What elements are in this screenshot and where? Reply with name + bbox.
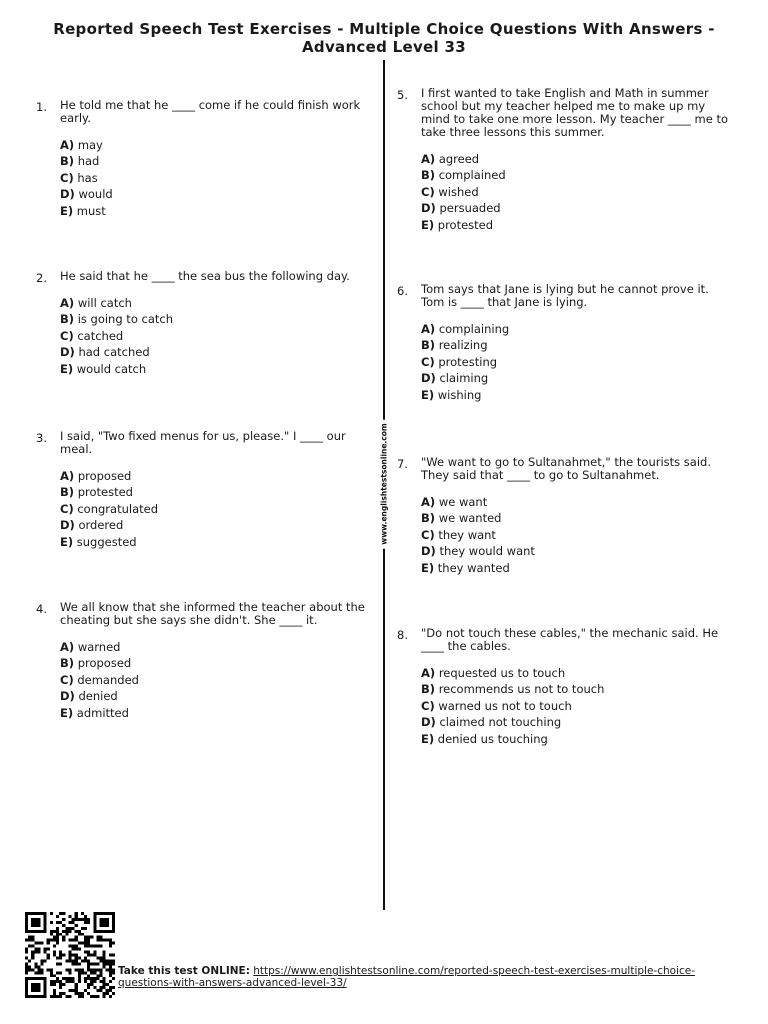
question-4	[36, 600, 372, 721]
option-letter: B)	[421, 168, 436, 183]
option-letter: E)	[60, 705, 74, 720]
option-text: protested	[77, 485, 133, 500]
option-letter: B)	[60, 656, 75, 671]
option-letter: C)	[421, 354, 435, 369]
option-letter: B)	[421, 511, 436, 526]
question-stem: I first wanted to take English and Math in summer school but my teacher helped me to make up my mind to take one more lesson. My teacher ____ me to take three lessons this summer.	[421, 86, 728, 139]
option-text: congratulated	[77, 501, 159, 516]
question-7	[397, 455, 733, 576]
option-text: recommends us not to touch	[438, 682, 605, 697]
answer-option	[60, 203, 372, 219]
option-text: has	[77, 170, 98, 185]
answer-option	[60, 672, 372, 688]
option-text: they want	[438, 527, 496, 542]
answer-option	[421, 543, 733, 559]
answer-option	[421, 714, 733, 730]
option-text: they wanted	[437, 560, 510, 575]
option-text: had catched	[78, 345, 150, 360]
answer-option	[421, 387, 733, 403]
option-letter: D)	[421, 371, 436, 386]
option-text: suggested	[76, 534, 137, 549]
answer-option	[60, 311, 372, 327]
qr-code-icon	[25, 912, 115, 998]
option-letter: B)	[421, 682, 436, 697]
answer-option	[421, 217, 733, 233]
question-6	[397, 282, 733, 403]
footer-text	[118, 965, 718, 989]
option-text: admitted	[76, 705, 129, 720]
option-letter: A)	[421, 666, 436, 680]
title-line-1: Reported Speech Test Exercises - Multiple Choice Questions With Answers -	[53, 20, 715, 38]
answer-option	[421, 665, 733, 681]
option-text: wishing	[437, 387, 482, 402]
option-text: may	[77, 138, 103, 152]
answer-option	[421, 151, 733, 167]
option-letter: C)	[60, 672, 74, 687]
answer-option	[60, 344, 372, 360]
answer-option	[60, 484, 372, 500]
answer-option	[60, 295, 372, 311]
question-stem: We all know that she informed the teacher about the cheating but she says she didn't. She ____ it.	[60, 600, 365, 627]
option-text: agreed	[438, 152, 480, 166]
option-letter: A)	[60, 138, 75, 152]
option-letter: A)	[60, 469, 75, 483]
option-letter: E)	[421, 560, 435, 575]
option-letter: C)	[421, 698, 435, 713]
answer-option	[421, 370, 733, 386]
answer-option	[421, 337, 733, 353]
option-letter: C)	[60, 501, 74, 516]
answer-option	[421, 527, 733, 543]
option-letter: E)	[60, 534, 74, 549]
option-text: complaining	[438, 322, 510, 336]
answer-option	[60, 137, 372, 153]
option-text: wished	[438, 184, 479, 199]
option-text: catched	[77, 328, 124, 343]
option-text: requested us to touch	[438, 666, 566, 680]
question-3	[36, 429, 372, 550]
answer-option	[421, 184, 733, 200]
question-stem: I said, "Two fixed menus for us, please." I ____ our meal.	[60, 429, 346, 456]
question-number: 2.	[36, 271, 47, 285]
option-letter: D)	[421, 544, 436, 559]
answer-option	[60, 468, 372, 484]
question-number: 5.	[397, 88, 408, 102]
question-stem: "Do not touch these cables," the mechanic said. He ____ the cables.	[421, 626, 719, 653]
question-5	[397, 86, 733, 233]
option-letter: C)	[421, 184, 435, 199]
option-text: must	[76, 203, 106, 218]
question-stem: "We want to go to Sultanahmet," the tourists said. They said that ____ to go to Sultanahmet.	[421, 455, 711, 482]
question-stem: He told me that he ____ come if he could finish work early.	[60, 98, 361, 125]
option-text: proposed	[77, 469, 132, 483]
title-line-2: Advanced Level 33	[302, 38, 466, 56]
option-letter: A)	[421, 495, 436, 509]
option-text: protesting	[438, 354, 498, 369]
option-letter: A)	[421, 152, 436, 166]
answer-option	[60, 153, 372, 169]
option-text: claiming	[439, 371, 489, 386]
option-text: warned	[77, 640, 121, 654]
question-stem: He said that he ____ the sea bus the following day.	[60, 269, 350, 283]
answer-option	[421, 681, 733, 697]
question-stem: Tom says that Jane is lying but he cannot prove it. Tom is ____ that Jane is lying.	[421, 282, 709, 309]
option-text: persuaded	[439, 201, 501, 216]
option-text: we wanted	[438, 511, 502, 526]
answer-option	[60, 328, 372, 344]
option-text: had	[77, 154, 100, 169]
option-text: demanded	[77, 672, 139, 687]
option-text: warned us not to touch	[438, 698, 572, 713]
answer-option	[60, 361, 372, 377]
option-letter: C)	[60, 170, 74, 185]
answer-option	[421, 494, 733, 510]
answer-option	[421, 354, 733, 370]
answer-option	[60, 170, 372, 186]
question-number: 1.	[36, 100, 47, 114]
side-website-label: www.englishtestsonline.com	[380, 419, 389, 548]
option-letter: D)	[60, 518, 75, 533]
footer-label: Take this test ONLINE:	[118, 965, 250, 977]
answer-option	[421, 167, 733, 183]
question-number: 3.	[36, 431, 47, 445]
option-text: would catch	[76, 361, 147, 376]
option-letter: D)	[60, 689, 75, 704]
answer-option	[421, 698, 733, 714]
answer-option	[60, 534, 372, 550]
answer-option	[60, 688, 372, 704]
option-text: would	[78, 187, 113, 202]
option-letter: B)	[60, 485, 75, 500]
option-letter: E)	[60, 361, 74, 376]
option-letter: D)	[60, 187, 75, 202]
answer-option	[421, 510, 733, 526]
option-text: claimed not touching	[439, 715, 562, 730]
option-letter: B)	[60, 312, 75, 327]
option-text: we want	[438, 495, 488, 509]
option-text: complained	[438, 168, 506, 183]
answer-option	[60, 655, 372, 671]
answer-option	[421, 731, 733, 747]
option-text: denied	[78, 689, 118, 704]
answer-option	[60, 705, 372, 721]
option-letter: D)	[421, 715, 436, 730]
option-text: ordered	[78, 518, 124, 533]
answer-option	[421, 321, 733, 337]
option-letter: A)	[60, 296, 75, 310]
option-text: will catch	[77, 296, 132, 310]
question-number: 4.	[36, 602, 47, 616]
option-letter: B)	[421, 338, 436, 353]
answer-option	[421, 560, 733, 576]
page-title	[20, 20, 748, 56]
option-text: proposed	[77, 656, 132, 671]
option-letter: E)	[421, 731, 435, 746]
option-letter: D)	[421, 201, 436, 216]
option-letter: A)	[60, 640, 75, 654]
question-number: 7.	[397, 457, 408, 471]
answer-option	[60, 639, 372, 655]
option-letter: E)	[60, 203, 74, 218]
question-2	[36, 269, 372, 377]
option-letter: C)	[60, 328, 74, 343]
option-letter: E)	[421, 217, 435, 232]
answer-option	[421, 200, 733, 216]
answer-option	[60, 501, 372, 517]
test-url-link[interactable]: https://www.englishtestsonline.com/reported-speech-test-exercises-multiple-choice-questions-with-answers-advanced-level-33/	[118, 965, 695, 989]
option-letter: D)	[60, 345, 75, 360]
option-text: denied us touching	[437, 731, 548, 746]
option-text: realizing	[438, 338, 488, 353]
option-letter: A)	[421, 322, 436, 336]
option-text: is going to catch	[77, 312, 173, 327]
question-8	[397, 626, 733, 747]
footer	[25, 912, 745, 1002]
question-1	[36, 98, 372, 219]
question-number: 8.	[397, 628, 408, 642]
answer-option	[60, 517, 372, 533]
option-letter: B)	[60, 154, 75, 169]
option-text: protested	[437, 217, 494, 232]
option-letter: E)	[421, 387, 435, 402]
answer-option	[60, 186, 372, 202]
option-text: they would want	[439, 544, 535, 559]
option-letter: C)	[421, 527, 435, 542]
question-number: 6.	[397, 284, 408, 298]
